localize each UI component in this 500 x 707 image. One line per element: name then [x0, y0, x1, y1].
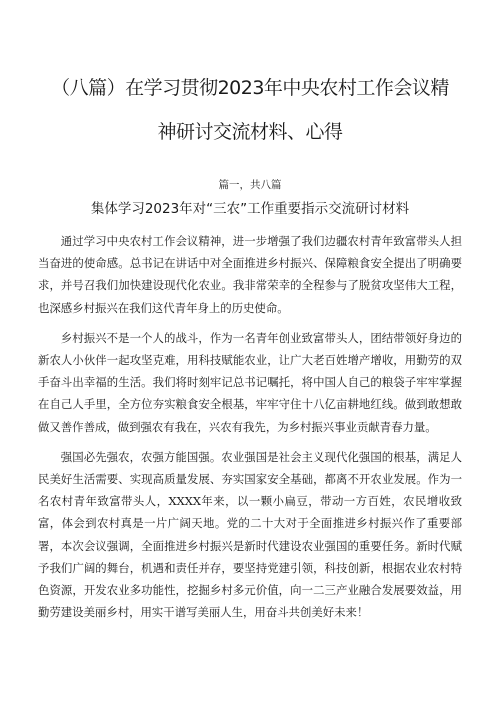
- document-title-line-2: 神研讨交流材料、心得: [157, 121, 343, 143]
- section-meta: 篇一，共八篇: [218, 179, 282, 191]
- body-paragraph: 通过学习中央农村工作会议精神，进一步增强了我们边疆农村青年致富带头人担当奋进的使命感。总书记在讲话中对全面推进乡村振兴、保障粮食安全提出了明确要求，并号召我们加快建设现代化农业。我非常荣幸的全程参与了脱贫攻坚伟大工程，也深感乡村振兴在我们这代青年身上的历史使命。: [38, 234, 462, 315]
- document-title-line-1: （八篇）在学习贯彻2023年中央农村工作会议精: [51, 77, 449, 99]
- document-body: [38, 230, 462, 623]
- section-title: 集体学习2023年对“三农”工作重要指示交流研讨材料: [90, 201, 410, 217]
- body-paragraph: 乡村振兴不是一个人的战斗，作为一名青年创业致富带头人，团结带领好身边的新农人小伙伴一起攻坚克难，用科技赋能农业，让广大老百姓增产增收，用勤劳的双手奋斗出幸福的生活。我们将时刻牢记总书记嘱托，将中国人自己的粮袋子牢牢掌握在自己人手里，全方位夯实粮食安全根基，牢牢守住十八亿亩耕地红线。做到敢想敢做又善作善成，做到强农有我在，兴农有我先，为乡村振兴事业贡献青春力量。: [38, 330, 462, 434]
- body-paragraph: 强国必先强农，农强方能国强。农业强国是社会主义现代化强国的根基，满足人民美好生活需要、实现高质量发展、夯实国家安全基础，都离不开农业发展。作为一名农村青年致富带头人，XXXX年来，以一颗小扁豆，带动一方百姓，农民增收致富，体会到农村真是一片广阔天地。党的二十大对于全面推进乡村振兴作了重要部署，本次会议强调，全面推进乡村振兴是新时代建设农业强国的重要任务。新时代赋予我们广阔的舞台，机遇和责任并存，要坚持党建引领，科技创新，根据农业农村特色资源，开发农业多功能性，挖掘乡村多元价值，向一二三产业融合发展要效益，用勤劳建设美丽乡村，用实干谱写美丽人生，用奋斗共创美好未来！: [38, 449, 462, 620]
